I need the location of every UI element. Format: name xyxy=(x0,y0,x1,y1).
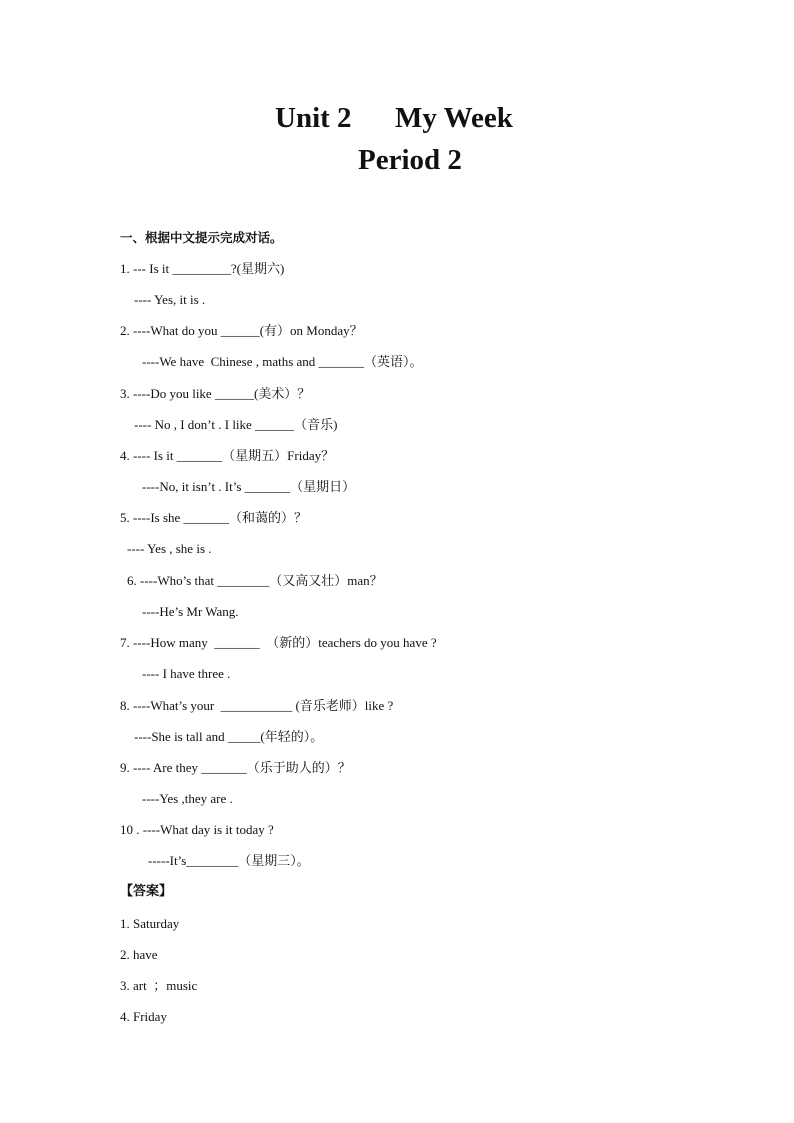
answer-line-7: ---- I have three . xyxy=(142,666,231,681)
answer-line-1: ---- Yes, it is . xyxy=(134,292,206,307)
answer-line-5: ---- Yes , she is . xyxy=(127,541,212,556)
answer-line-6: ----He’s Mr Wang. xyxy=(142,604,239,619)
question-6: 6. ----Who’s that ________（又高又壮）man？ xyxy=(127,573,383,588)
section-heading: 一、根据中文提示完成对话。 xyxy=(120,230,283,245)
question-9: 9. ---- Are they _______（乐于助人的）？ xyxy=(120,760,351,775)
question-4: 4. ---- Is it _______（星期五）Friday？ xyxy=(120,448,335,463)
answer-line-9: ----Yes ,they are . xyxy=(142,791,233,806)
title-period: Period 2 xyxy=(358,144,462,176)
question-1: 1. --- Is it _________?(星期六) xyxy=(120,261,285,276)
question-5: 5. ----Is she _______（和蔼的）？ xyxy=(120,510,308,525)
answer-line-3: ---- No , I don’t . I like ______（音乐) xyxy=(134,417,338,432)
answer-key-3: 3. art ；music xyxy=(120,978,198,993)
answer-key-2: 2. have xyxy=(120,947,158,962)
question-2: 2. ----What do you ______(有）on Monday？ xyxy=(120,323,363,338)
answer-line-4: ----No, it isn’t . It’s _______（星期日） xyxy=(142,479,356,494)
question-7: 7. ----How many _______ （新的）teachers do you have ? xyxy=(120,635,437,650)
answer-key-4: 4. Friday xyxy=(120,1009,167,1024)
answer-line-10: -----It’s________（星期三）。 xyxy=(148,853,310,868)
answer-line-8: ----She is tall and _____(年轻的）。 xyxy=(134,729,324,744)
question-10: 10 . ----What day is it today ? xyxy=(120,822,274,837)
question-8: 8. ----What’s your ___________ (音乐老师）like ? xyxy=(120,698,394,713)
question-3: 3. ----Do you like ______(美术）？ xyxy=(120,386,311,401)
answer-line-2: ----We have Chinese , maths and _______（英语）。 xyxy=(142,354,423,369)
answer-key-1: 1. Saturday xyxy=(120,916,180,931)
answers-heading: 【答案】 xyxy=(120,884,173,899)
title-unit: Unit 2 My Week xyxy=(275,102,513,134)
